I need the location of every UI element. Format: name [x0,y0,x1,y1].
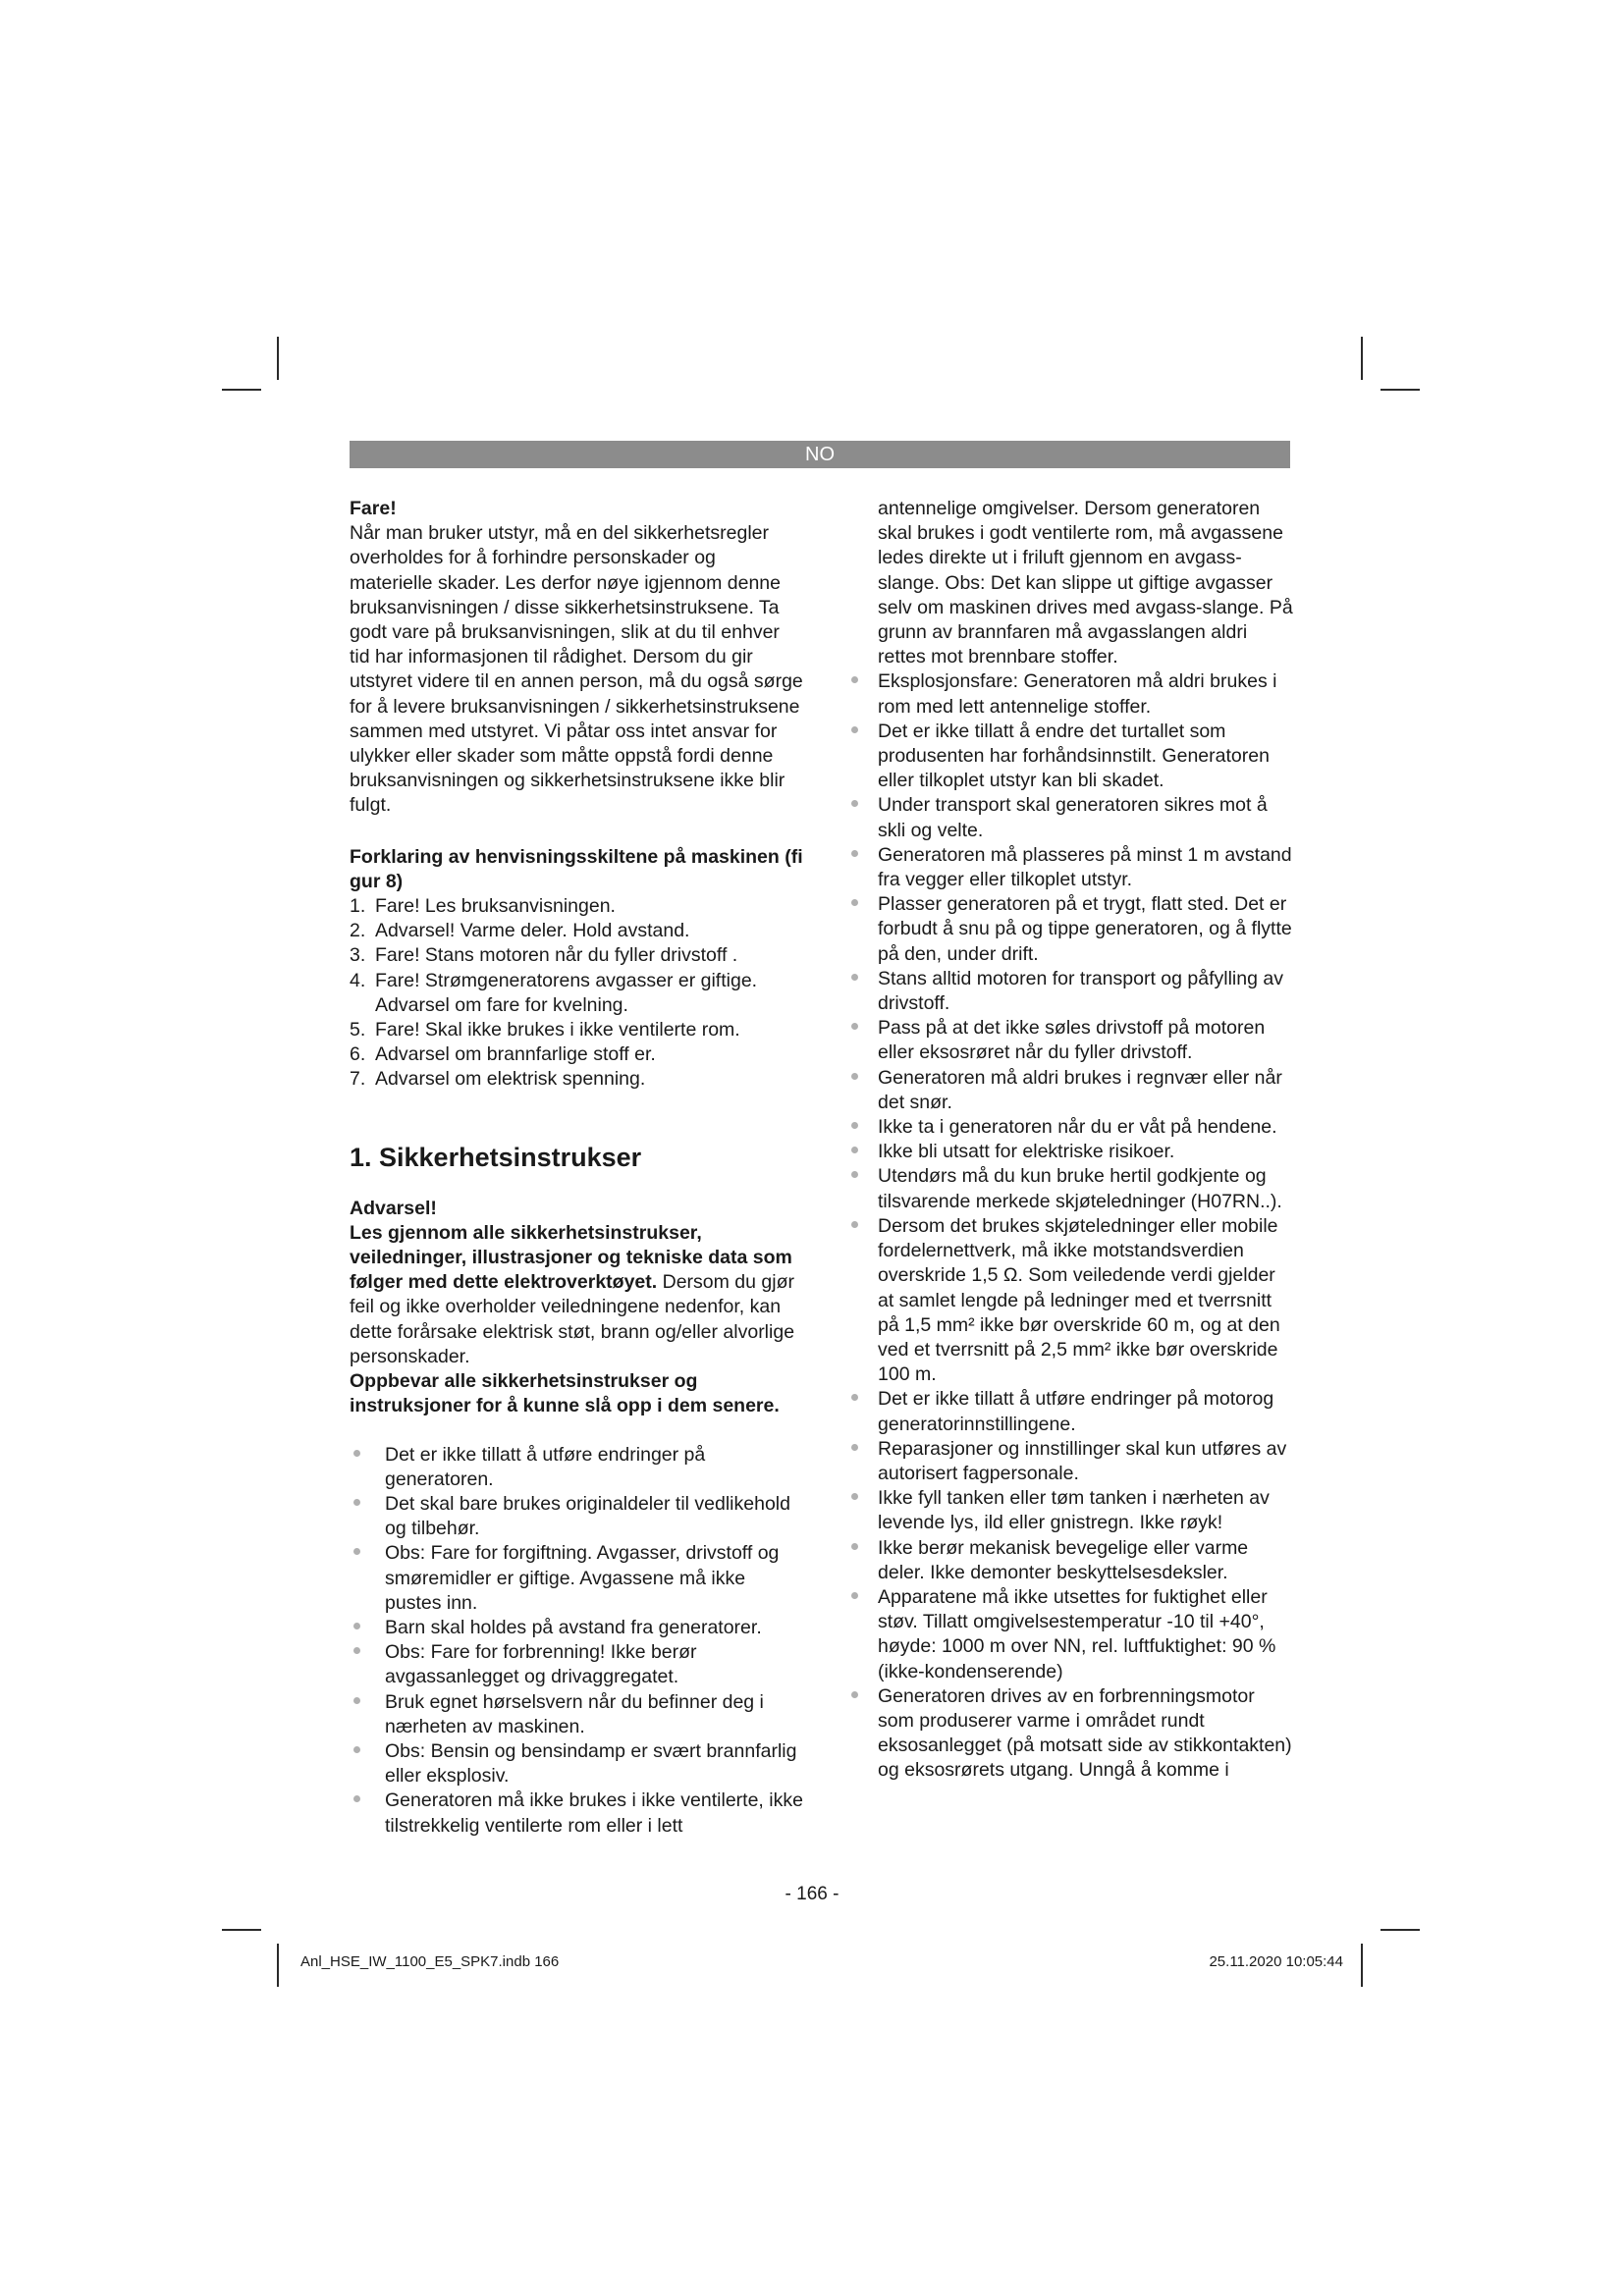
list-item: 1. Fare! Les bruksanvisningen. [350,895,616,918]
list-item: Plasser generatoren på et trygt, flatt sted. Det er forbudt å snu på og tippe generatoren, og å flytte på den, under drift. [852,892,1294,967]
right-bullet-list [852,669,1294,1783]
list-item: Obs: Fare for forgiftning. Avgasser, drivstoff og smøremidler er giftige. Avgassene må ikke pustes inn. [350,1541,803,1616]
list-item: Stans alltid motoren for transport og påfylling av drivstoff. [852,967,1294,1016]
list-item: Det skal bare brukes originaldeler til vedlikehold og tilbehør. [350,1492,803,1541]
list-item: Generatoren må ikke brukes i ikke ventilerte, ikke tilstrekkelig ventilerte rom eller i lett [350,1789,803,1838]
list-item: 7. Advarsel om elektrisk spenning. [350,1068,646,1091]
fare-heading: Fare! [350,498,397,519]
list-item: Bruk egnet hørselsvern når du befinner deg i nærheten av maskinen. [350,1690,803,1739]
list-item: 3. Fare! Stans motoren når du fyller drivstoff . [350,944,738,967]
list-item: 6. Advarsel om brannfarlige stoff er. [350,1043,656,1066]
list-item: Apparatene må ikke utsettes for fuktighet eller støv. Tillatt omgivelsestemperatur -10 til +40°, høyde: 1000 m over NN, rel. luftfuktighet: 90 % (ikke-kondenserende) [852,1585,1294,1684]
list-item: Det er ikke tillatt å endre det turtallet som produsenten har forhåndsinnstilt. Generatoren eller tilkoplet utstyr kan bli skadet. [852,720,1294,794]
advarsel-text: Les gjennom alle sikkerhetsinstrukser, veiledninger, illustrasjoner og tekniske data som følger med dette elektroverktøyet. Dersom du gjør feil og ikke overholder veiledningene nedenfor, kan dette forårsake elektrisk støt, brann og/eller alvorlige personskader. [350,1221,795,1367]
list-item: Reparasjoner og innstillinger skal kun utføres av autorisert fagpersonale. [852,1437,1294,1486]
continuation-text: antennelige omgivelser. Dersom generatoren skal brukes i godt ventilerte rom, må avgassene ledes direkte ut i friluft gjennom en avgass-slange. Obs: Det kan slippe ut giftige avgasser selv om maskinen drives med avgass-slange. På grunn av brannfaren må avgasslangen aldri rettes mot brennbare stoffer. [878,498,1293,668]
language-header: NO [350,441,1290,468]
advarsel-heading: Advarsel! [350,1197,437,1219]
list-item: Ikke bli utsatt for elektriske risikoer. [852,1140,1294,1164]
left-column [350,497,803,1839]
list-item: Generatoren må plasseres på minst 1 m avstand fra vegger eller tilkoplet utstyr. [852,843,1294,892]
list-item: Generatoren drives av en forbrenningsmotor som produserer varme i området rundt eksosanlegget (på motsatt side av stikkontakten) og eksosrørets utgang. Unngå å komme i [852,1684,1294,1784]
right-column [852,497,1294,1784]
list-item: Det er ikke tillatt å utføre endringer på motorog generatorinnstillingene. [852,1387,1294,1436]
list-item: Pass på at det ikke søles drivstoff på motoren eller eksosrøret når du fyller drivstoff. [852,1016,1294,1065]
crop-mark [1380,1929,1420,1931]
forklaring-heading: Forklaring av henvisningsskiltene på maskinen (fi gur 8) [350,845,803,892]
crop-mark [277,1944,279,1987]
footer-file: Anl_HSE_IW_1100_E5_SPK7.indb 166 [300,1953,560,1970]
left-bullet-list [350,1443,803,1839]
crop-mark [222,1929,261,1931]
list-item: Eksplosjonsfare: Generatoren må aldri brukes i rom med lett antennelige stoffer. [852,669,1294,719]
crop-mark [1361,337,1363,380]
oppbevar-text: Oppbevar alle sikkerhetsinstrukser og instruksjoner for å kunne slå opp i dem senere. [350,1370,780,1417]
crop-mark [222,389,261,391]
crop-mark [1361,1944,1363,1987]
list-item: Utendørs må du kun bruke hertil godkjente og tilsvarende merkede skjøteledninger (H07RN..). [852,1164,1294,1213]
page-number: - 166 - [785,1884,839,1904]
list-item: Under transport skal generatoren sikres mot å skli og velte. [852,793,1294,842]
list-item: 4. Fare! Strømgeneratorens avgasser er giftige. Advarsel om fare for kvelning. [350,969,758,1016]
list-item: Generatoren må aldri brukes i regnvær eller når det snør. [852,1066,1294,1115]
list-item: Barn skal holdes på avstand fra generatorer. [350,1616,803,1640]
list-item: Obs: Bensin og bensindamp er svært brannfarlig eller eksplosiv. [350,1739,803,1789]
footer-date: 25.11.2020 10:05:44 [1209,1953,1343,1970]
crop-mark [277,337,279,380]
list-item: Ikke fyll tanken eller tøm tanken i nærheten av levende lys, ild eller gnistregn. Ikke røyk! [852,1486,1294,1535]
list-item: 5. Fare! Skal ikke brukes i ikke ventilerte rom. [350,1019,740,1041]
list-item: 2. Advarsel! Varme deler. Hold avstand. [350,920,690,942]
list-item: Dersom det brukes skjøteledninger eller mobile fordelernettverk, må ikke motstandsverdien overskride 1,5 Ω. Som veiledende verdi gjelder at samlet lengde på ledninger med et tverrsnitt på 1,5 mm² ikke bør overskride 60 m, og at den ved et tverrsnitt på 2,5 mm² ikke bør overskride 100 m. [852,1214,1294,1387]
list-item: Ikke berør mekanisk bevegelige eller varme deler. Ikke demonter beskyttelsesdeksler. [852,1536,1294,1585]
section-title: 1. Sikkerhetsinstrukser [350,1142,642,1172]
crop-mark [1380,389,1420,391]
list-item: Ikke ta i generatoren når du er våt på hendene. [852,1115,1294,1140]
list-item: Det er ikke tillatt å utføre endringer på generatoren. [350,1443,803,1492]
fare-text: Når man bruker utstyr, må en del sikkerhetsregler overholdes for å forhindre personskader og materielle skader. Les derfor nøye igjennom denne bruksanvisningen / disse sikkerhetsinstruksene. Ta godt vare på bruksanvisningen, slik at du til enhver tid har informasjonen til rådighet. Dersom du gir utstyret videre til en annen person, må du også sørge for å levere bruksanvisningen / sikkerhetsinstruksene sammen med utstyret. Vi påtar oss intet ansvar for ulykker eller skader som måtte oppstå fordi denne bruksanvisningen og sikkerhetsinstruksene ikke blir fulgt. [350,522,803,817]
forklaring-list [350,894,803,1093]
list-item: Obs: Fare for forbrenning! Ikke berør avgassanlegget og drivaggregatet. [350,1640,803,1689]
